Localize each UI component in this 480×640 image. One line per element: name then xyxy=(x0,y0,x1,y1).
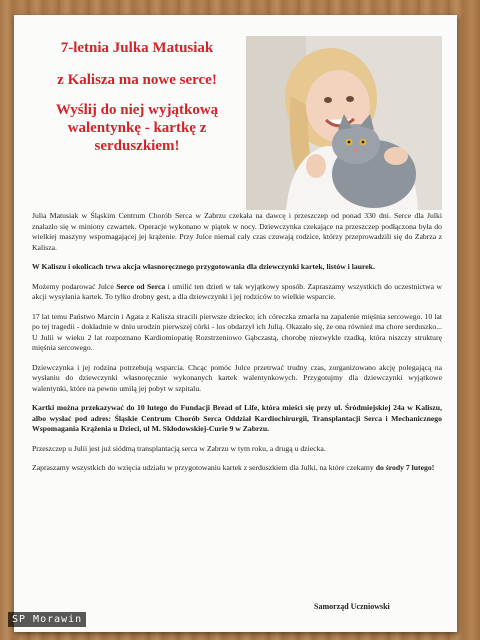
paragraph-action-kalisz: W Kaliszu i okolicach trwa akcja własnoręcznego przygotowania dla dziewczynki kartek, listów i laurek. xyxy=(32,262,375,271)
article-body xyxy=(32,211,442,483)
headline-line-1: 7-letnia Julka Matusiak xyxy=(60,40,214,56)
paragraph-text: Możemy podarować Julce xyxy=(32,281,117,291)
deadline-emphasis: do środy 7 lutego! xyxy=(375,463,435,472)
signature: Samorząd Uczniowski xyxy=(314,602,390,611)
paragraph-delivery-info: Kartki można przekazywać do 10 lutego do Fundacji Bread of Life, która mieści się przy ul. Śródmiejskiej 24a w Kaliszu, albo wysłać pod adres: Śląskie Centrum Chorób Serca Oddział Kardiochirurgii, Transplantacji Serca i Mechanicznego Wspomagania Krążenia u Dzieci, ul M. Skłodowskiej-Curie 9 w Zabrzu. xyxy=(32,403,442,433)
paragraph-serce-od-serca xyxy=(32,282,442,303)
paragraph-text: Zapraszamy wszystkich do wzięcia udziału w przygotowaniu kartek z serduszkiem dla Julki, na które czekamy xyxy=(32,463,376,472)
headline-call-to-action: Wyślij do niej wyjątkową walentynkę - kartkę z serduszkiem! xyxy=(55,102,219,154)
girl-with-kitten-photo xyxy=(246,36,442,210)
paragraph-text: i umilić ten dzień w tak wyjątkowy sposób. Zapraszamy wszystkich do uczestnictwa w akcji wysyłania kartek. To tylko drobny gest, a dla dziewczynki i jej rodziców to wielkie wsparcie. xyxy=(32,281,442,301)
headline-line-2: z Kalisza ma nowe serce! xyxy=(57,72,217,88)
paragraph-support: Dziewczynka i jej rodzina potrzebują wsparcia. Chcąc pomóc Julce przetrwać trudny czas, zorganizowano akcję polegającą na wysłaniu do dziewczynki własnoręcznie wykonanych kartek walentynkowych. Przygotujmy dla dziewczynki wyjątkowe walentynki, które na pewno umilą jej pobyt w szpitalu. xyxy=(32,362,442,393)
paragraph-family-history: 17 lat temu Państwo Marcin i Agata z Kalisza stracili pierwsze dziecko; ich córeczka zmarła na zapalenie mięśnia sercowego. 10 lat po tej tragedii - dokładnie w dniu urodzin pierwszej córki - los obdarzył ich Julią. Okazało się, że ona również ma chore serduszko... U Julii w wieku 2 lat rozpoznano Kardiomiopatię Rozstrzeniowo Gąbczastą, chorobę niezwykle rzadką, która niszczy strukturę mięśnia sercowego. xyxy=(32,311,442,352)
poster-header xyxy=(34,39,240,155)
poster-sheet xyxy=(14,15,457,632)
paragraph-invitation xyxy=(32,463,442,474)
watermark-label: SP Morawin xyxy=(8,612,86,627)
serce-od-serca-emphasis: Serce od Serca xyxy=(116,281,166,291)
paragraph-transplant-count: Przeszczep u Julii jest już siódmą transplantacją serca w Zabrzu w tym roku, a drugą u dziecka. xyxy=(32,443,326,453)
photo-illustration xyxy=(246,36,442,210)
paragraph-intro: Julia Matusiak w Śląskim Centrum Chorób Serca w Zabrzu czekała na dawcę i przeszczep od ponad 330 dni. Serce dla Julki znalazło się w miniony czwartek. Operacje wykonano w piątek w nocy. Dziewczynka czekające na przeszczep podłączona była do wielkiej maszyny wspomagającej jej krążenie. Przy Julce niemal cały czas czuwają rodzice, którzy przeprowadzili się do Zabrza z Kalisza. xyxy=(32,211,442,252)
